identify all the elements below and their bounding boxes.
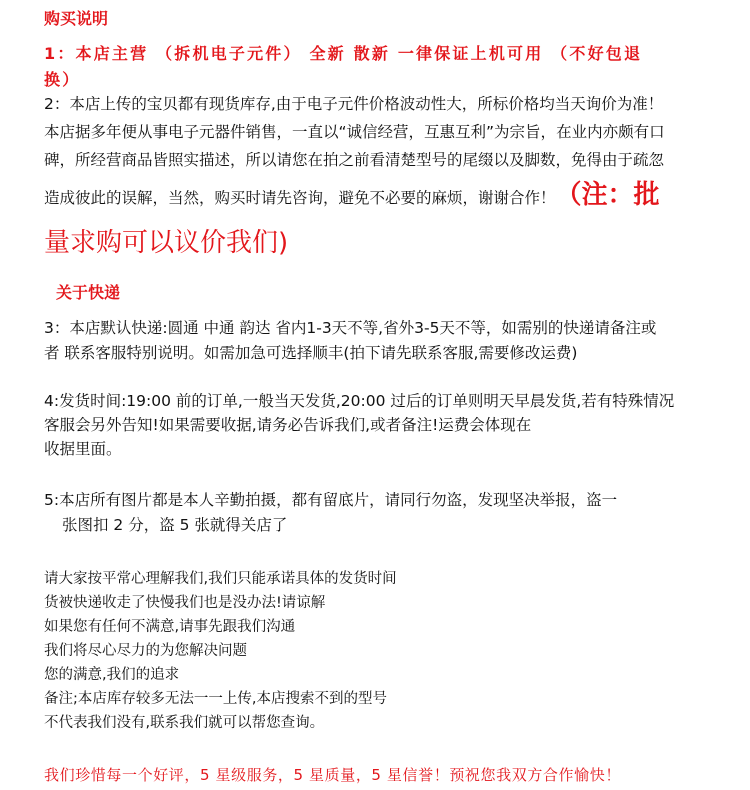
closing-line: 货被快递收走了快慢我们也是没办法!请谅解 bbox=[44, 595, 326, 611]
main-business-line-1: 1：本店主营 （拆机电子元件） 全新 散新 一律保证上机可用 （不好包退 bbox=[44, 44, 643, 63]
dispatch-time-line-2: 客服会另外告知!如果需要收据,请务必告诉我们,或者备注!运费会体现在 bbox=[44, 416, 532, 434]
main-business-line-2: 换） bbox=[44, 70, 81, 89]
dispatch-time-line-3: 收据里面。 bbox=[44, 440, 122, 458]
bulk-price-note-cont: 量求购可以议价我们) bbox=[44, 228, 289, 258]
photo-notice-line-1: 5:本店所有图片都是本人辛勤拍摄，都有留底片，请同行勿盗，发现坚决举报，盗一 bbox=[44, 491, 618, 509]
closing-line: 如果您有任何不满意,请事先跟我们沟通 bbox=[44, 619, 296, 635]
closing-line: 不代表我们没有,联系我们就可以帮您查询。 bbox=[44, 715, 325, 731]
footer-thanks: 我们珍惜每一个好评，5 星级服务，5 星质量，5 星信誉！预祝您我双方合作愉快！ bbox=[44, 766, 621, 784]
stock-note-line-3: 碑，所经营商品皆照实描述，所以请您在拍之前看清楚型号的尾缀以及脚数，免得由于疏忽 bbox=[44, 151, 665, 169]
dispatch-time-line-1: 4:发货时间:19:00 前的订单,一般当天发货,20:00 过后的订单则明天早晨发货,若有特殊情况 bbox=[44, 392, 675, 410]
closing-line: 您的满意,我们的追求 bbox=[44, 667, 180, 683]
photo-notice-line-2: 张图扣 2 分，盗 5 张就得关店了 bbox=[62, 516, 288, 534]
stock-note-line-4 bbox=[44, 174, 660, 212]
stock-note-text: 造成彼此的误解，当然，购买时请先咨询，避免不必要的麻烦，谢谢合作！ bbox=[44, 189, 556, 207]
courier-line-1: 3：本店默认快递:圆通 中通 韵达 省内1-3天不等,省外3-5天不等，如需别的快递请备注或 bbox=[44, 319, 657, 337]
closing-line: 备注;本店库存较多无法一一上传,本店搜索不到的型号 bbox=[44, 691, 387, 707]
shipping-title: 关于快递 bbox=[56, 283, 121, 302]
stock-note-line-2: 本店据多年便从事电子元器件销售，一直以“诚信经营，互惠互利”为宗旨，在业内亦颇有口 bbox=[44, 123, 665, 141]
closing-line: 我们将尽心尽力的为您解决问题 bbox=[44, 643, 247, 659]
bulk-price-note: （注：批 bbox=[555, 180, 660, 210]
purchase-notes-title: 购买说明 bbox=[44, 9, 109, 28]
stock-note-line-1: 2：本店上传的宝贝都有现货库存,由于电子元件价格波动性大，所标价格均当天询价为准！ bbox=[44, 95, 664, 113]
closing-line: 请大家按平常心理解我们,我们只能承诺具体的发货时间 bbox=[44, 571, 397, 587]
courier-line-2: 者 联系客服特别说明。如需加急可选择顺丰(拍下请先联系客服,需要修改运费) bbox=[44, 344, 578, 362]
